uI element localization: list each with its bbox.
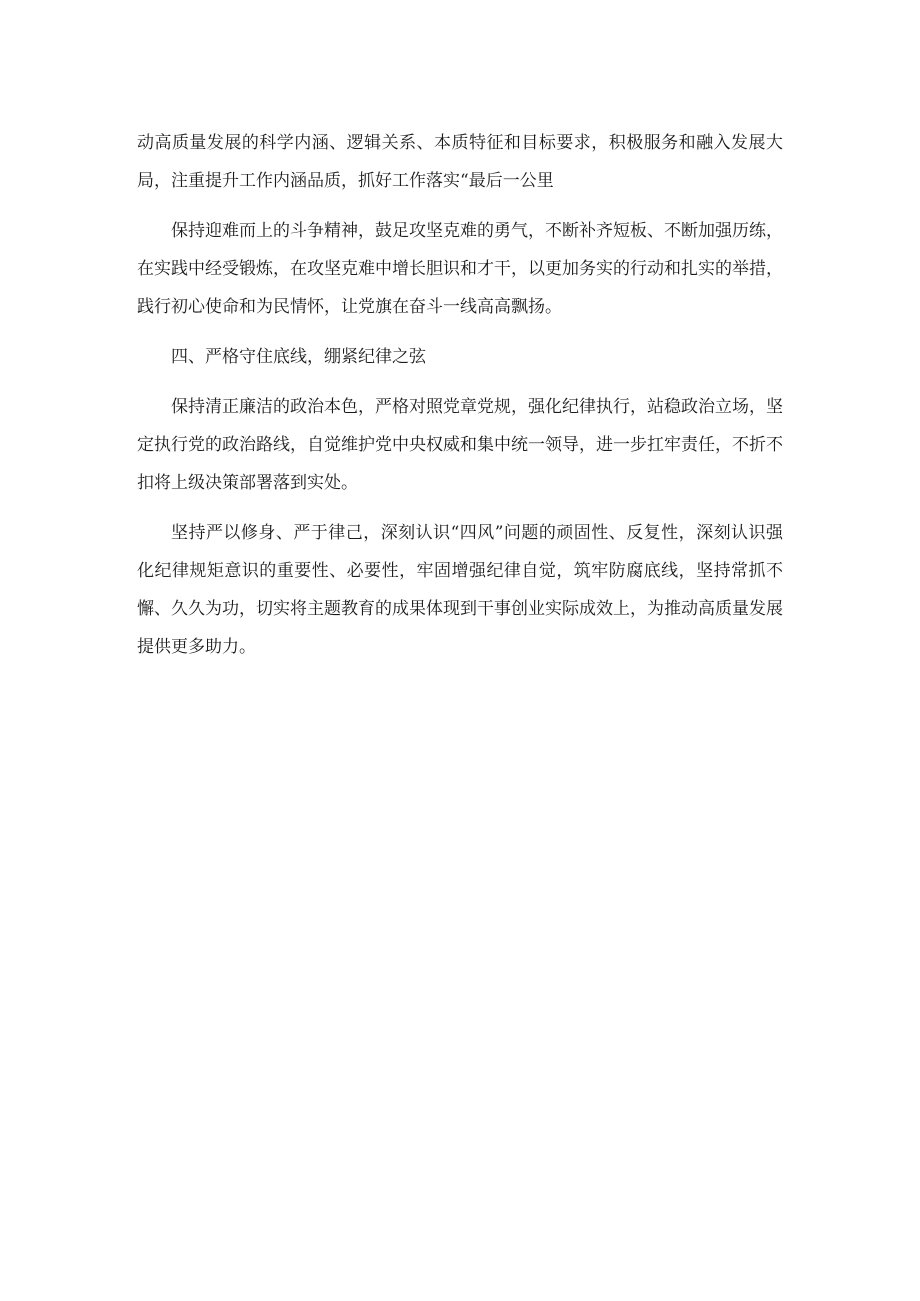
paragraph-integrity: 保持清正廉洁的政治本色，严格对照党章党规，强化纪律执行，站稳政治立场，坚定执行党的政治路线，自觉维护党中央权威和集中统一领导，进一步扛牢责任，不折不扣将上级决策部署落到实处。 bbox=[137, 397, 783, 493]
document-body bbox=[137, 124, 783, 678]
paragraph-struggle-spirit: 保持迎难而上的斗争精神，鼓足攻坚克难的勇气，不断补齐短板、不断加强历练，在实践中经受锻炼，在攻坚克难中增长胆识和才干，以更加务实的行动和扎实的举措，践行初心使命和为民情怀，让党旗在奋斗一线高高飘扬。 bbox=[137, 221, 783, 317]
section-heading: 四、严格守住底线，绷紧纪律之弦 bbox=[171, 347, 426, 367]
paragraph-continuation: 动高质量发展的科学内涵、逻辑关系、本质特征和目标要求，积极服务和融入发展大局，注重提升工作内涵品质，抓好工作落实“最后一公里 bbox=[137, 133, 783, 191]
paragraph-self-discipline: 坚持严以修身、严于律己，深刻认识“四风”问题的顽固性、反复性，深刻认识强化纪律规矩意识的重要性、必要性，牢固增强纪律自觉，筑牢防腐底线，坚持常抓不懈、久久为功，切实将主题教育的成果体现到干事创业实际成效上，为推动高质量发展提供更多助力。 bbox=[137, 523, 783, 657]
